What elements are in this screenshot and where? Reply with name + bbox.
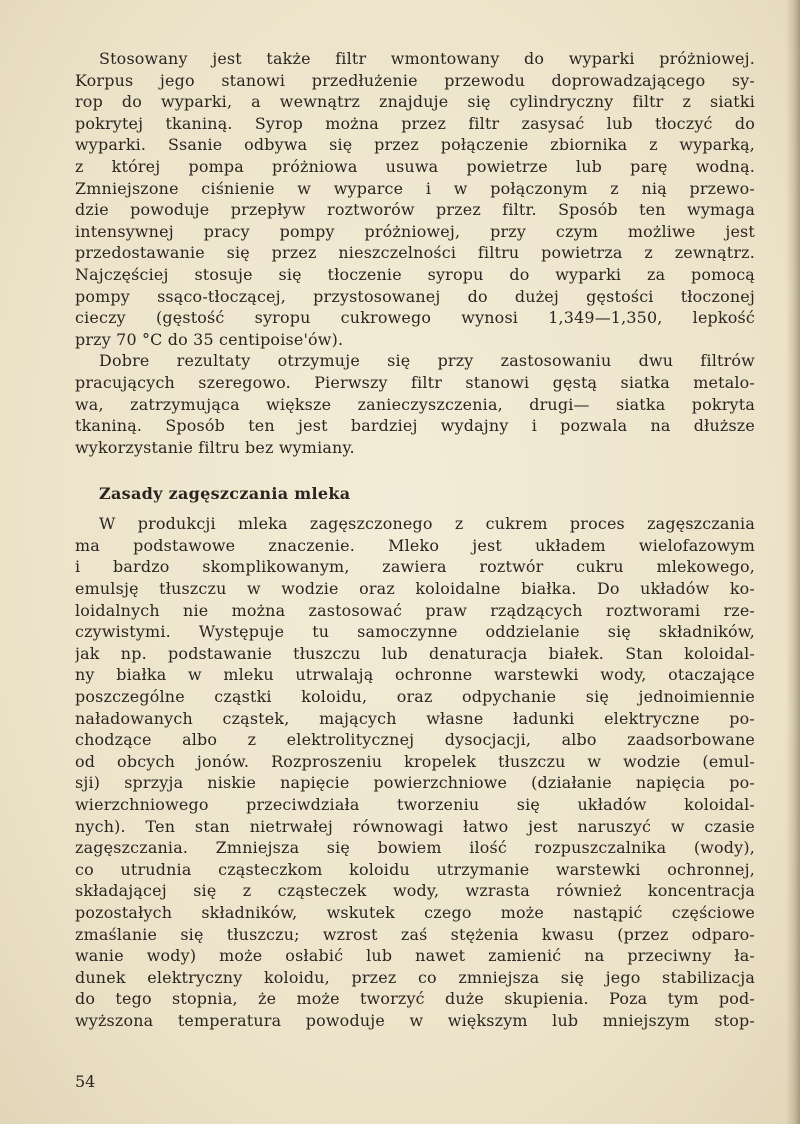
text-line: co utrudnia cząsteczkom koloidu utrzymanie warstewki ochronnej,: [75, 859, 755, 879]
text-line: do tego stopnia, że może tworzyć duże skupienia. Poza tym pod-: [75, 989, 755, 1009]
text-line: dunek elektryczny koloidu, przez co zmniejsza się jego stabilizacja: [75, 967, 755, 987]
text-line: Dobre rezultaty otrzymuje się przy zastosowaniu dwu filtrów: [99, 351, 755, 371]
text-line: składającej się z cząsteczek wody, wzrasta również koncentracja: [75, 881, 755, 901]
text-line: wa, zatrzymująca większe zanieczyszczenia, drugi— siatka pokryta: [75, 394, 755, 414]
text-line: wykorzystanie filtru bez wymiany.: [75, 437, 355, 457]
text-line: jak np. podstawanie tłuszczu lub denaturacja białek. Stan koloidal-: [75, 643, 755, 663]
text-line: chodzące albo z elektrolitycznej dysocjacji, albo zaadsorbowane: [75, 730, 755, 750]
text-line: loidalnych nie można zastosować praw rządzących roztworami rze-: [75, 600, 755, 620]
text-line: tkaniną. Sposób ten jest bardziej wydajny i pozwala na dłuższe: [75, 416, 755, 436]
page-number: 54: [75, 1072, 96, 1091]
text-line: z której pompa próżniowa usuwa powietrze lub parę wodną.: [75, 156, 755, 176]
text-line: poszczególne cząstki koloidu, oraz odpychanie się jednoimiennie: [75, 687, 755, 707]
text-line: pompy ssąco-tłoczącej, przystosowanej do dużej gęstości tłoczonej: [75, 286, 755, 306]
text-line: wyższona temperatura powoduje w większym lub mniejszym stop-: [75, 1010, 755, 1030]
text-line: ma podstawowe znaczenie. Mleko jest układem wielofazowym: [75, 535, 755, 555]
text-line: W produkcji mleka zagęszczonego z cukrem proces zagęszczania: [99, 514, 755, 534]
text-line: Stosowany jest także filtr wmontowany do wyparki próżniowej.: [99, 49, 755, 68]
paragraph-wyparka-filter: [75, 48, 755, 350]
text-line: cieczy (gęstość syropu cukrowego wynosi 1,349—1,350, lepkość: [75, 308, 755, 328]
text-line: emulsję tłuszczu w wodzie oraz koloidalne białka. Do układów ko-: [75, 579, 755, 599]
text-line: sji) sprzyja niskie napięcie powierzchniowe (działanie napięcia po-: [75, 773, 755, 793]
text-line: wierzchniowego przeciwdziała tworzeniu się układów koloidal-: [75, 795, 755, 814]
section-heading: Zasady zagęszczania mleka: [99, 484, 351, 504]
paragraph-dual-filters: [75, 350, 755, 458]
page-edge-shadow: [786, 0, 800, 1124]
text-line: intensywnej pracy pompy próżniowej, przy czym możliwe jest: [75, 221, 755, 241]
text-line: zmaślanie się tłuszczu; wzrost zaś stężenia kwasu (przez odparo-: [75, 924, 755, 944]
text-line: pracujących szeregowo. Pierwszy filtr stanowi gęstą siatka metalo-: [75, 372, 755, 392]
text-line: rop do wyparki, a wewnątrz znajduje się cylindryczny filtr z siatki: [75, 92, 755, 112]
text-line: przedostawanie się przez nieszczelności filtru powietrza z zewnątrz.: [75, 243, 755, 263]
paragraph-milk-concentration: [75, 513, 755, 1031]
text-line: Najczęściej stosuje się tłoczenie syropu do wyparki za pomocą: [75, 264, 755, 284]
text-line: przy 70 °C do 35 centipoise'ów).: [75, 329, 344, 349]
text-line: nych). Ten stan nietrwałej równowagi łatwo jest naruszyć w czasie: [75, 816, 755, 836]
text-line: pozostałych składników, wskutek czego może nastąpić częściowe: [75, 902, 755, 922]
text-line: zagęszczania. Zmniejsza się bowiem ilość rozpuszczalnika (wody),: [75, 838, 755, 858]
text-line: Zmniejszone ciśnienie w wyparce i w połączonym z nią przewo-: [75, 178, 755, 198]
text-line: od obcych jonów. Rozproszeniu kropelek tłuszczu w wodzie (emul-: [75, 751, 755, 771]
text-line: naładowanych cząstek, mających własne ładunki elektryczne po-: [75, 708, 755, 728]
text-line: i bardzo skomplikowanym, zawiera roztwór cukru mlekowego,: [75, 557, 755, 577]
text-line: ny białka w mleku utrwalają ochronne warstewki wody, otaczające: [75, 665, 755, 685]
text-line: wanie wody) może osłabić lub nawet zamienić na przeciwny ła-: [75, 946, 755, 966]
text-line: pokrytej tkaniną. Syrop można przez filtr zasysać lub tłoczyć do: [75, 113, 755, 133]
page-body: [75, 48, 755, 1032]
text-line: wyparki. Ssanie odbywa się przez połączenie zbiornika z wyparką,: [75, 135, 755, 155]
text-line: Korpus jego stanowi przedłużenie przewodu doprowadzającego sy-: [75, 70, 755, 90]
text-line: czywistymi. Występuje tu samoczynne oddzielanie się składników,: [75, 622, 755, 642]
text-line: dzie powoduje przepływ roztworów przez filtr. Sposób ten wymaga: [75, 200, 755, 220]
